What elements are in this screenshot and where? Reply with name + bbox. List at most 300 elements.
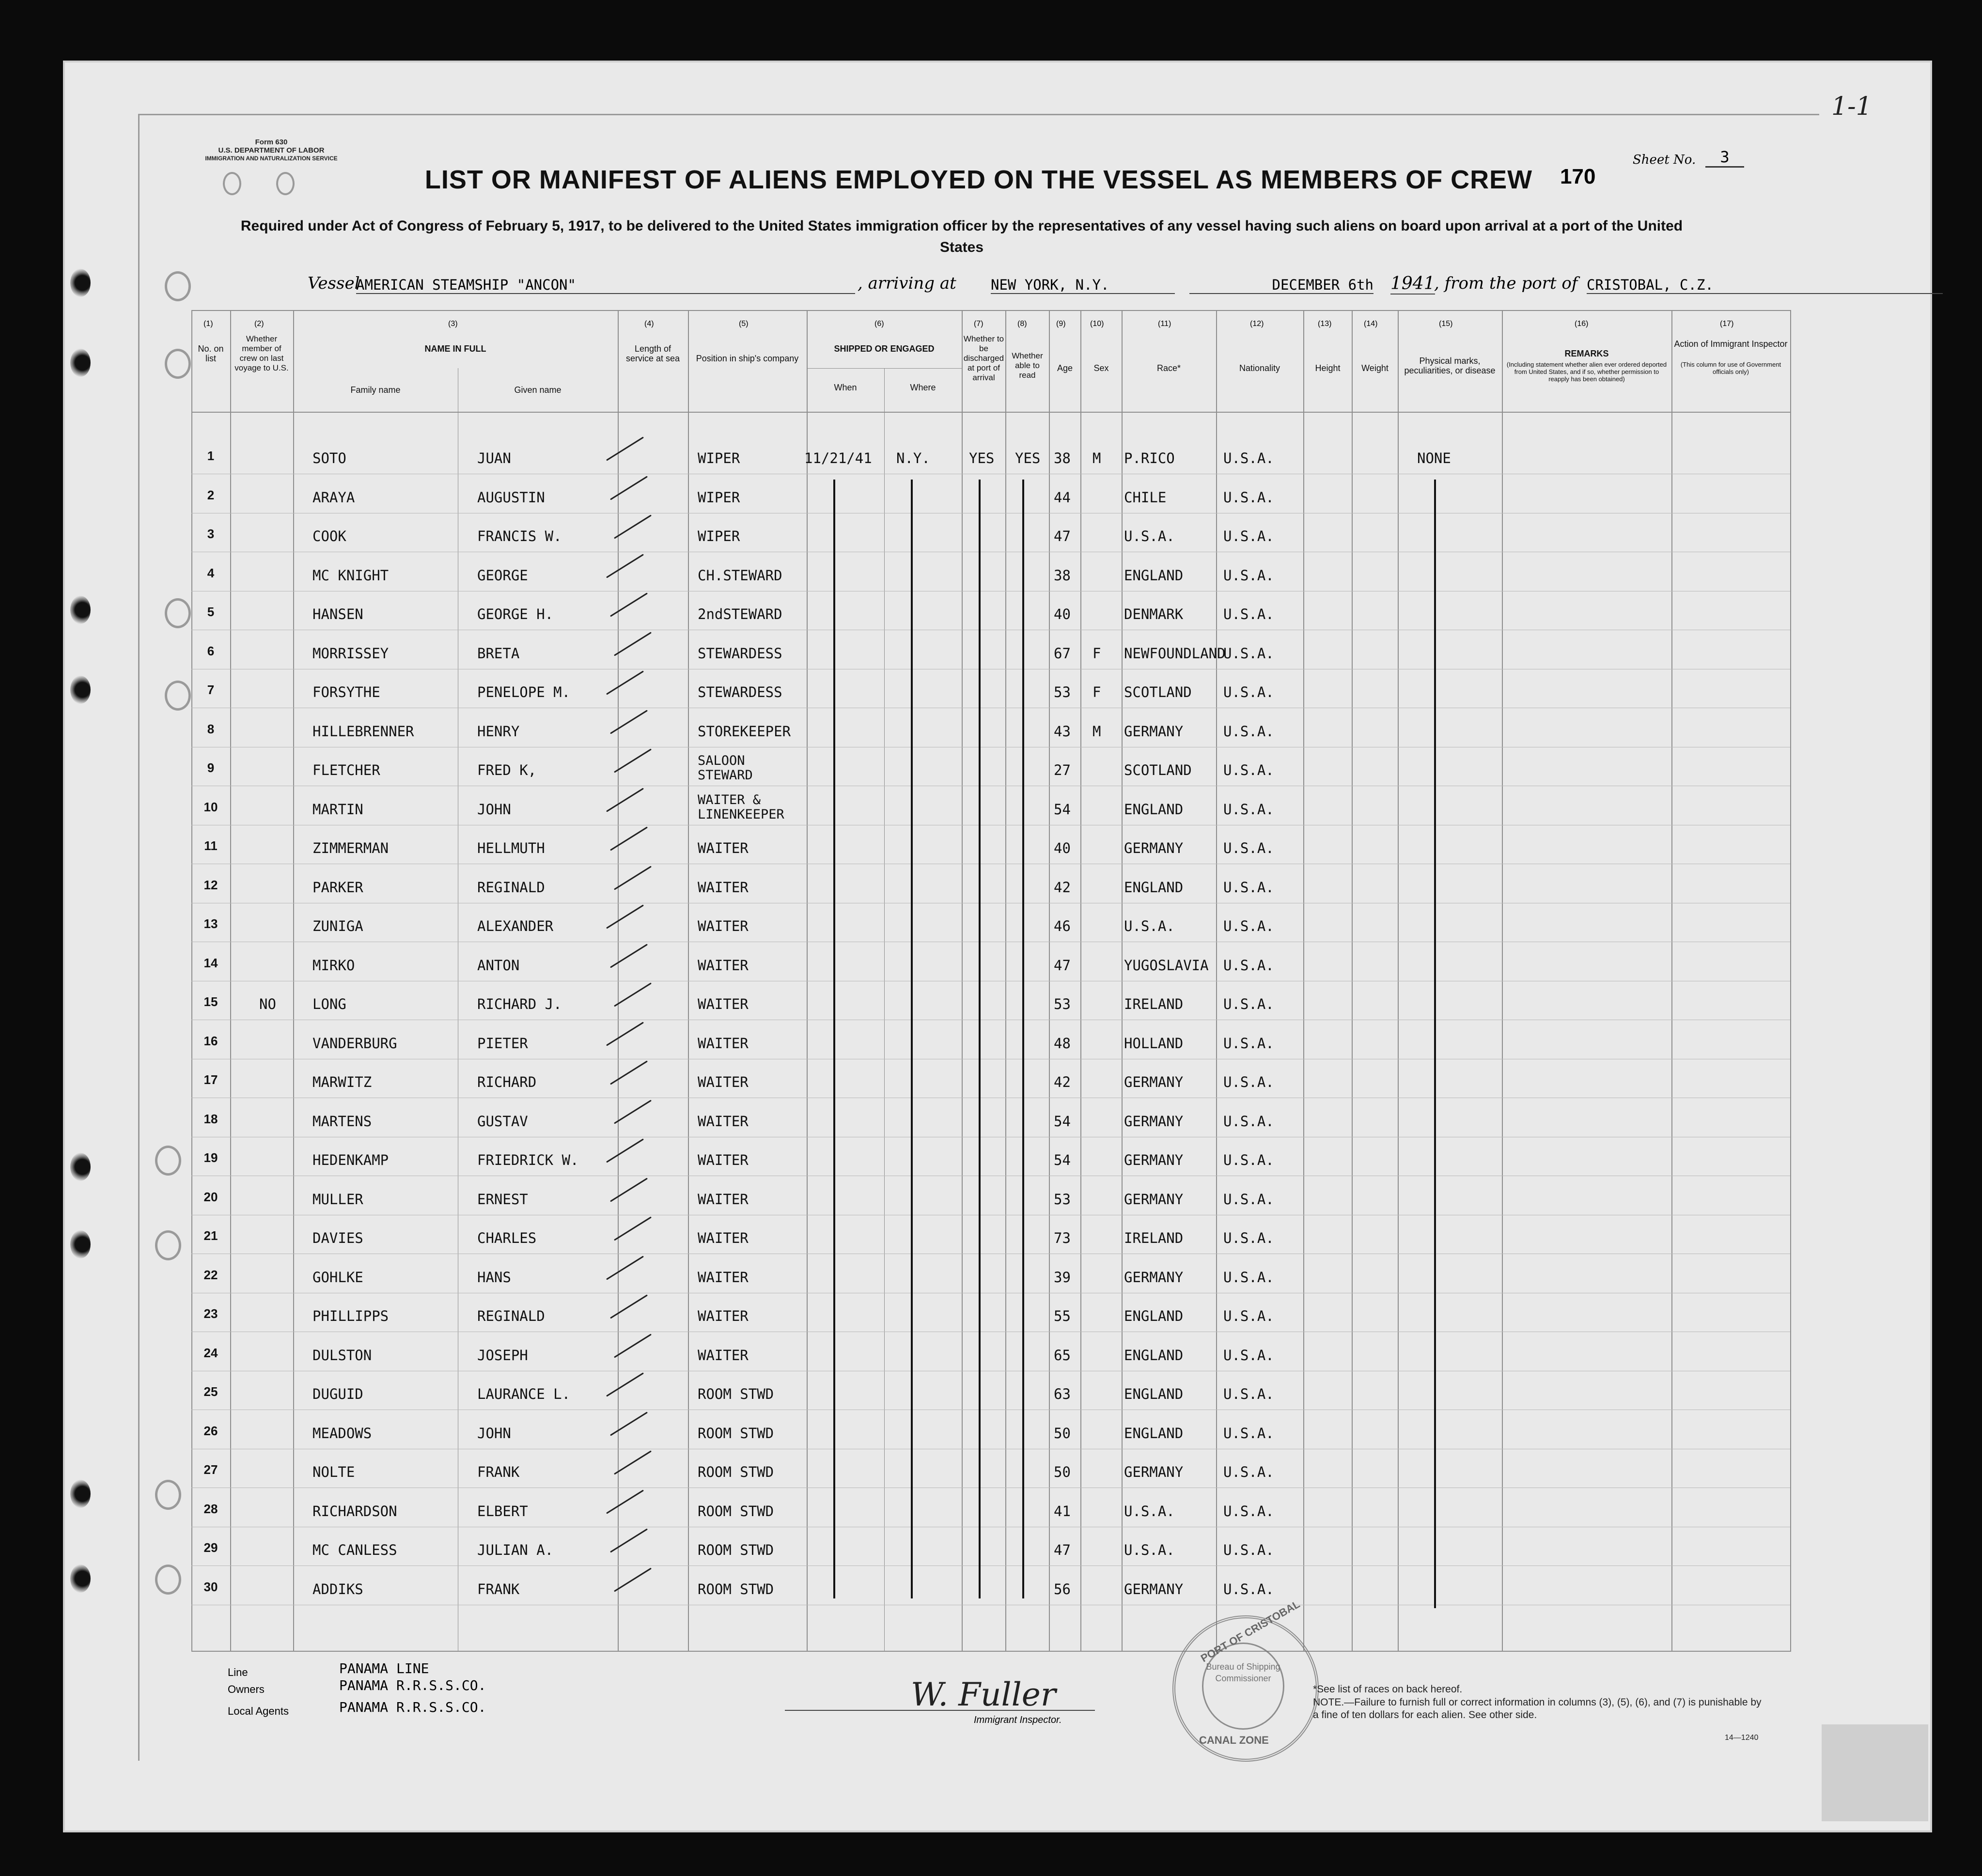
form-code: 14—1240 (1725, 1734, 1759, 1742)
line-label: Line (228, 1666, 248, 1678)
binder-hole (70, 349, 91, 377)
col-num: (9) (1056, 320, 1066, 328)
col-header-name: NAME IN FULL (424, 344, 486, 354)
cell-position: WAITER (698, 957, 749, 974)
cell-age: 73 (1054, 1230, 1071, 1246)
cell-given-name: JOHN (477, 801, 511, 818)
cell-family-name: SOTO (312, 450, 346, 466)
cell-given-name: GUSTAV (477, 1113, 528, 1130)
cell-family-name: DULSTON (312, 1347, 372, 1364)
col-header-read: Whether able to read (1012, 351, 1043, 380)
cell-race: ENGLAND (1124, 879, 1184, 896)
cell-position: WAITER (698, 1230, 749, 1246)
col-num: (13) (1318, 320, 1332, 328)
cell-age: 39 (1054, 1269, 1071, 1286)
cell-position: ROOM STWD (698, 1581, 774, 1597)
cell-row-number: 16 (203, 1033, 218, 1048)
cell-position: ROOM STWD (698, 1425, 774, 1442)
cell-position: CH.STEWARD (698, 567, 782, 584)
cell-row-number: 21 (203, 1228, 218, 1243)
cell-nationality: U.S.A. (1223, 1386, 1274, 1402)
form-number: Form 630 (255, 138, 288, 146)
col-header-last-voyage: Whether member of crew on last voyage to U.S. (234, 334, 289, 372)
binder-hole (70, 1565, 91, 1593)
cell-when: 11/21/41 (804, 450, 872, 466)
cell-given-name: JULIAN A. (477, 1542, 554, 1558)
cell-nationality: U.S.A. (1223, 762, 1274, 778)
cell-age: 55 (1054, 1308, 1071, 1324)
cell-position: WAITER (698, 1191, 749, 1208)
cell-nationality: U.S.A. (1223, 450, 1274, 466)
col-header-nationality: Nationality (1239, 363, 1280, 373)
cell-nationality: U.S.A. (1223, 1581, 1274, 1597)
cell-race: SCOTLAND (1124, 684, 1192, 700)
cell-race: U.S.A. (1124, 1503, 1175, 1519)
cell-nationality: U.S.A. (1223, 723, 1274, 740)
cell-row-number: 9 (207, 760, 215, 775)
vessel-label: Vessel (308, 274, 360, 293)
cell-age: 47 (1054, 957, 1071, 974)
cell-family-name: GOHLKE (312, 1269, 363, 1286)
page-subtitle: Required under Act of Congress of February 5, 1917, to be delivered to the United States immigration officer by the representatives of any vessel having such aliens on board upon arrival at a port of the United States (240, 218, 1683, 255)
cell-discharged: YES (969, 450, 995, 466)
cell-age: 42 (1054, 1074, 1071, 1090)
cell-position: WAITER (698, 1152, 749, 1168)
binder-hole (70, 1230, 91, 1258)
ditto-line-discharged (979, 480, 981, 1598)
owners-value: PANAMA R.R.S.S.CO. (339, 1677, 486, 1693)
col-num: (12) (1250, 320, 1264, 328)
inspector-signature: W. Fuller (911, 1676, 1056, 1713)
cell-nationality: U.S.A. (1223, 606, 1274, 622)
cell-given-name: BRETA (477, 645, 520, 662)
cell-race: SCOTLAND (1124, 762, 1192, 778)
cell-family-name: ZUNIGA (312, 918, 363, 934)
cell-row-number: 17 (203, 1072, 218, 1087)
cell-age: 48 (1054, 1035, 1071, 1052)
cell-given-name: RICHARD J. (477, 996, 562, 1012)
cell-age: 53 (1054, 684, 1071, 700)
cell-age: 47 (1054, 1542, 1071, 1558)
cell-position: WAITER (698, 840, 749, 856)
cell-nationality: U.S.A. (1223, 1308, 1274, 1324)
col-header-position: Position in ship's company (696, 354, 799, 363)
cell-family-name: VANDERBURG (312, 1035, 397, 1052)
col-header-family: Family name (350, 385, 401, 395)
cell-nationality: U.S.A. (1223, 528, 1274, 544)
col-num: (17) (1720, 320, 1734, 328)
cell-given-name: ELBERT (477, 1503, 528, 1519)
cell-given-name: FRED K, (477, 762, 537, 778)
col-header-physical: Physical marks, peculiarities, or disease (1404, 356, 1496, 375)
cell-given-name: FRANK (477, 1581, 520, 1597)
cell-age: 40 (1054, 840, 1071, 856)
cell-nationality: U.S.A. (1223, 840, 1274, 856)
cell-family-name: MORRISSEY (312, 645, 389, 662)
cell-position: ROOM STWD (698, 1464, 774, 1480)
cell-given-name: HANS (477, 1269, 511, 1286)
col-num: (3) (448, 320, 458, 328)
cell-given-name: PENELOPE M. (477, 684, 571, 700)
col-header-age: Age (1057, 363, 1073, 373)
cell-family-name: MIRKO (312, 957, 355, 974)
cell-age: 53 (1054, 996, 1071, 1012)
cell-last-voyage: NO (259, 996, 276, 1012)
col-header-inspector-sub: (This column for use of Government officials only) (1680, 361, 1781, 375)
cell-row-number: 22 (203, 1267, 218, 1282)
cell-nationality: U.S.A. (1223, 918, 1274, 934)
col-num: (11) (1158, 320, 1171, 328)
col-num: (14) (1364, 320, 1378, 328)
cell-position: STEWARDESS (698, 684, 782, 700)
cell-given-name: AUGUSTIN (477, 489, 545, 506)
cell-race: GERMANY (1124, 1152, 1184, 1168)
col-num: (16) (1575, 320, 1589, 328)
col-header-height: Height (1315, 363, 1341, 373)
cell-family-name: DAVIES (312, 1230, 363, 1246)
cell-position: WIPER (698, 489, 740, 506)
cell-physical-marks: NONE (1417, 450, 1451, 466)
cell-position: WAITER & LINENKEEPER (698, 792, 784, 822)
binder-hole (70, 596, 91, 624)
owners-label: Owners (228, 1683, 265, 1695)
cell-given-name: JOHN (477, 1425, 511, 1442)
from-label: , from the port of (1434, 274, 1578, 293)
arrival-year: 1941 (1390, 274, 1435, 294)
cell-race: GERMANY (1124, 1074, 1184, 1090)
cell-row-number: 29 (203, 1540, 218, 1555)
cell-row-number: 1 (207, 449, 215, 463)
cell-row-number: 10 (203, 799, 218, 814)
stamp-bottom-text: CANAL ZONE (1199, 1734, 1269, 1746)
cell-race: U.S.A. (1124, 1542, 1175, 1558)
cell-nationality: U.S.A. (1223, 1347, 1274, 1364)
cell-age: 47 (1054, 528, 1071, 544)
cell-race: ENGLAND (1124, 1386, 1184, 1402)
cell-family-name: HILLEBRENNER (312, 723, 414, 740)
cell-sex: M (1092, 450, 1101, 466)
cell-sex: M (1092, 723, 1101, 740)
cell-nationality: U.S.A. (1223, 879, 1274, 896)
cell-position: STOREKEEPER (698, 723, 791, 740)
cell-race: GERMANY (1124, 723, 1184, 740)
cell-given-name: GEORGE H. (477, 606, 554, 622)
cell-age: 44 (1054, 489, 1071, 506)
col-num: (10) (1090, 320, 1104, 328)
col-num: (6) (874, 320, 884, 328)
cell-row-number: 25 (203, 1384, 218, 1399)
cell-nationality: U.S.A. (1223, 1425, 1274, 1442)
cell-race: P.RICO (1124, 450, 1175, 466)
cell-sex: F (1092, 645, 1101, 662)
col-header-race: Race* (1156, 363, 1181, 373)
cell-race: ENGLAND (1124, 1308, 1184, 1324)
col-header-discharged: Whether to be discharged at port of arrival (963, 334, 1004, 382)
col-header-where: Where (910, 383, 936, 392)
ditto-line-marks (1434, 480, 1436, 1608)
cell-given-name: ERNEST (477, 1191, 528, 1208)
cell-where: N.Y. (896, 450, 930, 466)
sheet-label: Sheet No. (1633, 153, 1696, 167)
cell-family-name: DUGUID (312, 1386, 363, 1402)
cell-nationality: U.S.A. (1223, 996, 1274, 1012)
cell-race: ENGLAND (1124, 567, 1184, 584)
cell-race: GERMANY (1124, 1464, 1184, 1480)
race-note: *See list of races on back hereof. (1313, 1684, 1463, 1695)
agents-value: PANAMA R.R.S.S.CO. (339, 1699, 486, 1715)
cell-family-name: RICHARDSON (312, 1503, 397, 1519)
cell-family-name: HEDENKAMP (312, 1152, 389, 1168)
cell-position: 2ndSTEWARD (698, 606, 782, 622)
cell-family-name: FLETCHER (312, 762, 380, 778)
col-header-remarks-sub: (Including statement whether alien ever ordered deported from United States, and if so, whether permission to reapply has been obtained) (1506, 361, 1667, 383)
page-title: LIST OR MANIFEST OF ALIENS EMPLOYED ON THE VESSEL AS MEMBERS OF CREW (424, 165, 1533, 194)
form-top-rule (138, 114, 1819, 115)
cell-row-number: 11 (204, 838, 218, 853)
cell-race: GERMANY (1124, 1113, 1184, 1130)
cell-row-number: 28 (203, 1501, 218, 1516)
cell-nationality: U.S.A. (1223, 1503, 1274, 1519)
cell-nationality: U.S.A. (1223, 567, 1274, 584)
cell-given-name: ANTON (477, 957, 520, 974)
col-header-remarks: REMARKS (1564, 349, 1609, 358)
ditto-line-read (1022, 480, 1024, 1598)
paper-edge (1822, 1724, 1928, 1821)
cell-age: 27 (1054, 762, 1071, 778)
cell-row-number: 8 (207, 721, 215, 736)
cell-age: 43 (1054, 723, 1071, 740)
cell-race: DENMARK (1124, 606, 1184, 622)
cell-nationality: U.S.A. (1223, 645, 1274, 662)
ditto-line-when (833, 480, 835, 1598)
cell-row-number: 7 (207, 682, 215, 697)
cell-given-name: FRIEDRICK W. (477, 1152, 579, 1168)
cell-position: ROOM STWD (698, 1386, 774, 1402)
col-num: (15) (1439, 320, 1453, 328)
header-bottom-rule (191, 412, 1790, 413)
cell-age: 56 (1054, 1581, 1071, 1597)
cell-position: WIPER (698, 450, 740, 466)
col-header-shipped: SHIPPED OR ENGAGED (834, 344, 935, 354)
col-rule (1790, 310, 1791, 1652)
cell-row-number: 27 (203, 1462, 218, 1477)
cell-family-name: LONG (312, 996, 346, 1012)
cell-nationality: U.S.A. (1223, 1113, 1274, 1130)
cell-age: 54 (1054, 1113, 1071, 1130)
cell-nationality: U.S.A. (1223, 1464, 1274, 1480)
cell-row-number: 4 (207, 565, 215, 580)
stamp-top-text: PORT OF CRISTOBAL (1199, 1597, 1302, 1665)
cell-row-number: 18 (203, 1111, 218, 1126)
cell-row-number: 30 (203, 1579, 218, 1594)
cell-given-name: ALEXANDER (477, 918, 554, 934)
col-header-weight: Weight (1361, 363, 1389, 373)
cell-given-name: JOSEPH (477, 1347, 528, 1364)
cell-given-name: FRANK (477, 1464, 520, 1480)
cell-given-name: HELLMUTH (477, 840, 545, 856)
arrival-date: DECEMBER 6th (1189, 277, 1373, 294)
cell-row-number: 26 (203, 1423, 218, 1438)
cell-race: U.S.A. (1124, 528, 1175, 544)
from-port: CRISTOBAL, C.Z. (1587, 277, 1943, 294)
ditto-line-where (911, 480, 913, 1598)
col-num: (2) (254, 320, 264, 328)
cell-age: 41 (1054, 1503, 1071, 1519)
cell-position: ROOM STWD (698, 1503, 774, 1519)
cell-given-name: LAURANCE L. (477, 1386, 571, 1402)
cell-nationality: U.S.A. (1223, 801, 1274, 818)
cell-row-number: 20 (203, 1189, 218, 1204)
cell-race: YUGOSLAVIA (1124, 957, 1209, 974)
penalty-note: NOTE.—Failure to furnish full or correct information in columns (3), (5), (6), and (7) is punishable by a fine of ten dollars for each alien. See other side. (1313, 1697, 1762, 1721)
cell-family-name: ARAYA (312, 489, 355, 506)
cell-position: WAITER (698, 996, 749, 1012)
cell-race: IRELAND (1124, 996, 1184, 1012)
cell-nationality: U.S.A. (1223, 1191, 1274, 1208)
stamp-inner-text: Bureau of Shipping Commissioner (1202, 1643, 1284, 1730)
form-number-block (194, 138, 349, 163)
cell-age: 65 (1054, 1347, 1071, 1364)
cell-race: U.S.A. (1124, 918, 1175, 934)
binder-hole (70, 676, 91, 704)
cell-row-number: 24 (203, 1345, 218, 1360)
cell-age: 53 (1054, 1191, 1071, 1208)
cell-given-name: FRANCIS W. (477, 528, 562, 544)
cell-age: 54 (1054, 801, 1071, 818)
col-num: (8) (1017, 320, 1027, 328)
cell-race: GERMANY (1124, 840, 1184, 856)
cell-age: 38 (1054, 567, 1071, 584)
cell-row-number: 23 (203, 1306, 218, 1321)
cell-race: HOLLAND (1124, 1035, 1184, 1052)
cell-age: 50 (1054, 1464, 1071, 1480)
cell-row-number: 19 (203, 1150, 218, 1165)
cell-family-name: MC CANLESS (312, 1542, 397, 1558)
cell-nationality: U.S.A. (1223, 957, 1274, 974)
cell-race: CHILE (1124, 489, 1167, 506)
col-header-given: Given name (514, 385, 562, 395)
cell-position: WAITER (698, 1269, 749, 1286)
cell-family-name: NOLTE (312, 1464, 355, 1480)
cell-race: NEWFOUNDLAND (1124, 645, 1226, 662)
cell-position: WAITER (698, 1035, 749, 1052)
cell-nationality: U.S.A. (1223, 489, 1274, 506)
cell-row-number: 2 (207, 487, 215, 502)
cell-age: 46 (1054, 918, 1071, 934)
cell-age: 63 (1054, 1386, 1071, 1402)
col-num: (7) (974, 320, 983, 328)
page-number: 170 (1560, 165, 1596, 188)
col-header-length: Length of service at sea (625, 344, 680, 363)
cell-given-name: RICHARD (477, 1074, 537, 1090)
cell-row-number: 14 (203, 955, 218, 970)
cell-sex: F (1092, 684, 1101, 700)
cell-given-name: REGINALD (477, 879, 545, 896)
cell-age: 50 (1054, 1425, 1071, 1442)
binder-hole (70, 1153, 91, 1181)
cell-row-number: 6 (207, 643, 215, 658)
corner-annotation: 1-1 (1831, 92, 1872, 121)
col-num: (5) (739, 320, 749, 328)
cell-row-number: 12 (203, 877, 218, 892)
cell-age: 40 (1054, 606, 1071, 622)
inspector-label: Immigrant Inspector. (974, 1715, 1062, 1725)
cell-family-name: MULLER (312, 1191, 363, 1208)
col-rule (884, 368, 885, 1652)
cell-family-name: PHILLIPPS (312, 1308, 389, 1324)
cell-given-name: GEORGE (477, 567, 528, 584)
sheet-number: 3 (1705, 148, 1744, 168)
cell-age: 42 (1054, 879, 1071, 896)
cell-family-name: ADDIKS (312, 1581, 363, 1597)
binder-hole (70, 269, 91, 297)
cell-nationality: U.S.A. (1223, 1542, 1274, 1558)
cell-family-name: MC KNIGHT (312, 567, 389, 584)
cell-position: WAITER (698, 879, 749, 896)
agents-label: Local Agents (228, 1705, 289, 1717)
cell-position: WAITER (698, 1113, 749, 1130)
cell-age: 54 (1054, 1152, 1071, 1168)
cell-position: WIPER (698, 528, 740, 544)
cell-given-name: CHARLES (477, 1230, 537, 1246)
cell-nationality: U.S.A. (1223, 684, 1274, 700)
cell-row-number: 13 (203, 916, 218, 931)
arriving-port: NEW YORK, N.Y. (991, 277, 1175, 294)
cell-given-name: HENRY (477, 723, 520, 740)
cell-age: 38 (1054, 450, 1071, 466)
cell-race: ENGLAND (1124, 1347, 1184, 1364)
cell-race: ENGLAND (1124, 1425, 1184, 1442)
cell-nationality: U.S.A. (1223, 1152, 1274, 1168)
cell-race: GERMANY (1124, 1581, 1184, 1597)
cell-age: 67 (1054, 645, 1071, 662)
cell-row-number: 3 (207, 527, 215, 541)
cell-nationality: U.S.A. (1223, 1230, 1274, 1246)
cell-given-name: REGINALD (477, 1308, 545, 1324)
department-name: U.S. DEPARTMENT OF LABOR (218, 146, 325, 155)
cell-given-name: JUAN (477, 450, 511, 466)
col-header-when: When (834, 383, 857, 392)
cell-position: ROOM STWD (698, 1542, 774, 1558)
cell-nationality: U.S.A. (1223, 1074, 1274, 1090)
col-num: (4) (644, 320, 654, 328)
cell-family-name: ZIMMERMAN (312, 840, 389, 856)
cell-position: WAITER (698, 1308, 749, 1324)
cell-nationality: U.S.A. (1223, 1269, 1274, 1286)
cell-position: WAITER (698, 918, 749, 934)
cell-position: SALOON STEWARD (698, 753, 753, 783)
cell-given-name: PIETER (477, 1035, 528, 1052)
service-name: IMMIGRATION AND NATURALIZATION SERVICE (205, 155, 338, 162)
cell-family-name: MARWITZ (312, 1074, 372, 1090)
cell-row-number: 5 (207, 605, 215, 619)
cell-race: IRELAND (1124, 1230, 1184, 1246)
vessel-name: AMERICAN STEAMSHIP "ANCON" (356, 277, 855, 294)
cell-family-name: MARTIN (312, 801, 363, 818)
cell-family-name: FORSYTHE (312, 684, 380, 700)
cell-position: WAITER (698, 1074, 749, 1090)
cell-family-name: MEADOWS (312, 1425, 372, 1442)
cell-race: GERMANY (1124, 1191, 1184, 1208)
cell-nationality: U.S.A. (1223, 1035, 1274, 1052)
cell-family-name: PARKER (312, 879, 363, 896)
cell-family-name: HANSEN (312, 606, 363, 622)
table-bottom-rule (191, 1651, 1790, 1652)
line-value: PANAMA LINE (339, 1660, 429, 1676)
table-top-rule (191, 310, 1790, 311)
cell-race: ENGLAND (1124, 801, 1184, 818)
col-num: (1) (203, 320, 213, 328)
